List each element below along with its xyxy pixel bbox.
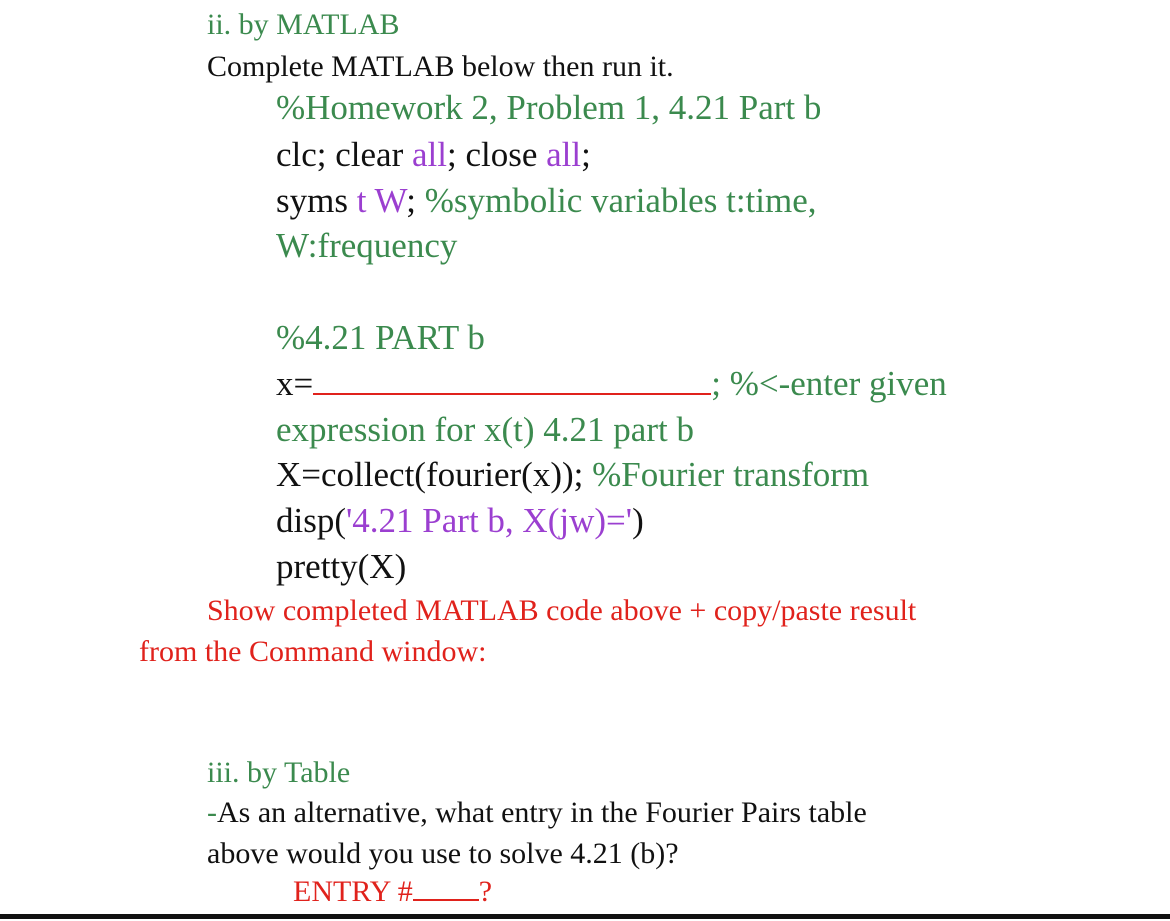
code-line-clc <box>276 137 591 172</box>
section-iii-question-line1 <box>207 798 867 828</box>
section-iii-question-text: As an alternative, what entry in the Fourier Pairs table <box>217 796 867 829</box>
code-clc-arg-all: all <box>412 135 447 174</box>
entry-suffix: ? <box>478 875 493 908</box>
section-ii-heading: ii. by MATLAB <box>207 8 400 41</box>
bottom-divider <box>0 914 1170 919</box>
show-instruction-line2: from the Command window: <box>139 635 487 668</box>
code-clc-end: ; <box>581 135 591 174</box>
code-disp-string: '4.21 Part b, X(jw)=' <box>346 501 633 540</box>
code-syms-comment: %symbolic variables t:time, <box>424 181 817 220</box>
code-comment-part: %4.21 PART b <box>276 318 485 357</box>
code-syms-keyword: syms <box>276 181 357 220</box>
code-x-blank-field[interactable] <box>313 371 711 395</box>
code-line-x <box>276 366 947 401</box>
code-close-arg-all: all <box>546 135 582 174</box>
entry-line <box>293 877 492 907</box>
code-syms-comment-cont: W:frequency <box>276 226 458 265</box>
code-syms-sep: ; <box>406 181 425 220</box>
code-line-disp <box>276 503 644 538</box>
code-x-suffix: ; %<-enter given <box>711 364 947 403</box>
code-collect-expr: X=collect(fourier(x)); <box>276 455 593 494</box>
code-line-syms <box>276 183 817 218</box>
code-disp-close: ) <box>632 501 644 540</box>
entry-prefix: ENTRY # <box>293 875 413 908</box>
code-x-comment-cont: expression for x(t) 4.21 part b <box>276 410 694 449</box>
code-close-keyword: ; close <box>447 135 547 174</box>
entry-blank-field[interactable] <box>413 877 479 901</box>
section-iii-dash: - <box>207 796 217 829</box>
code-collect-comment: %Fourier transform <box>592 455 870 494</box>
code-line-pretty: pretty(X) <box>276 547 407 586</box>
show-instruction-line1: Show completed MATLAB code above + copy/paste result <box>207 594 917 627</box>
section-iii-question-line2: above would you use to solve 4.21 (b)? <box>207 837 679 870</box>
code-x-prefix: x= <box>276 364 314 403</box>
section-ii-instruction: Complete MATLAB below then run it. <box>207 50 674 83</box>
code-syms-vars: t W <box>356 181 407 220</box>
code-disp-open: disp( <box>276 501 346 540</box>
code-comment-header: %Homework 2, Problem 1, 4.21 Part b <box>276 88 822 127</box>
code-clc-keyword: clc; clear <box>276 135 413 174</box>
section-iii-heading: iii. by Table <box>207 756 351 789</box>
code-line-collect <box>276 457 869 492</box>
